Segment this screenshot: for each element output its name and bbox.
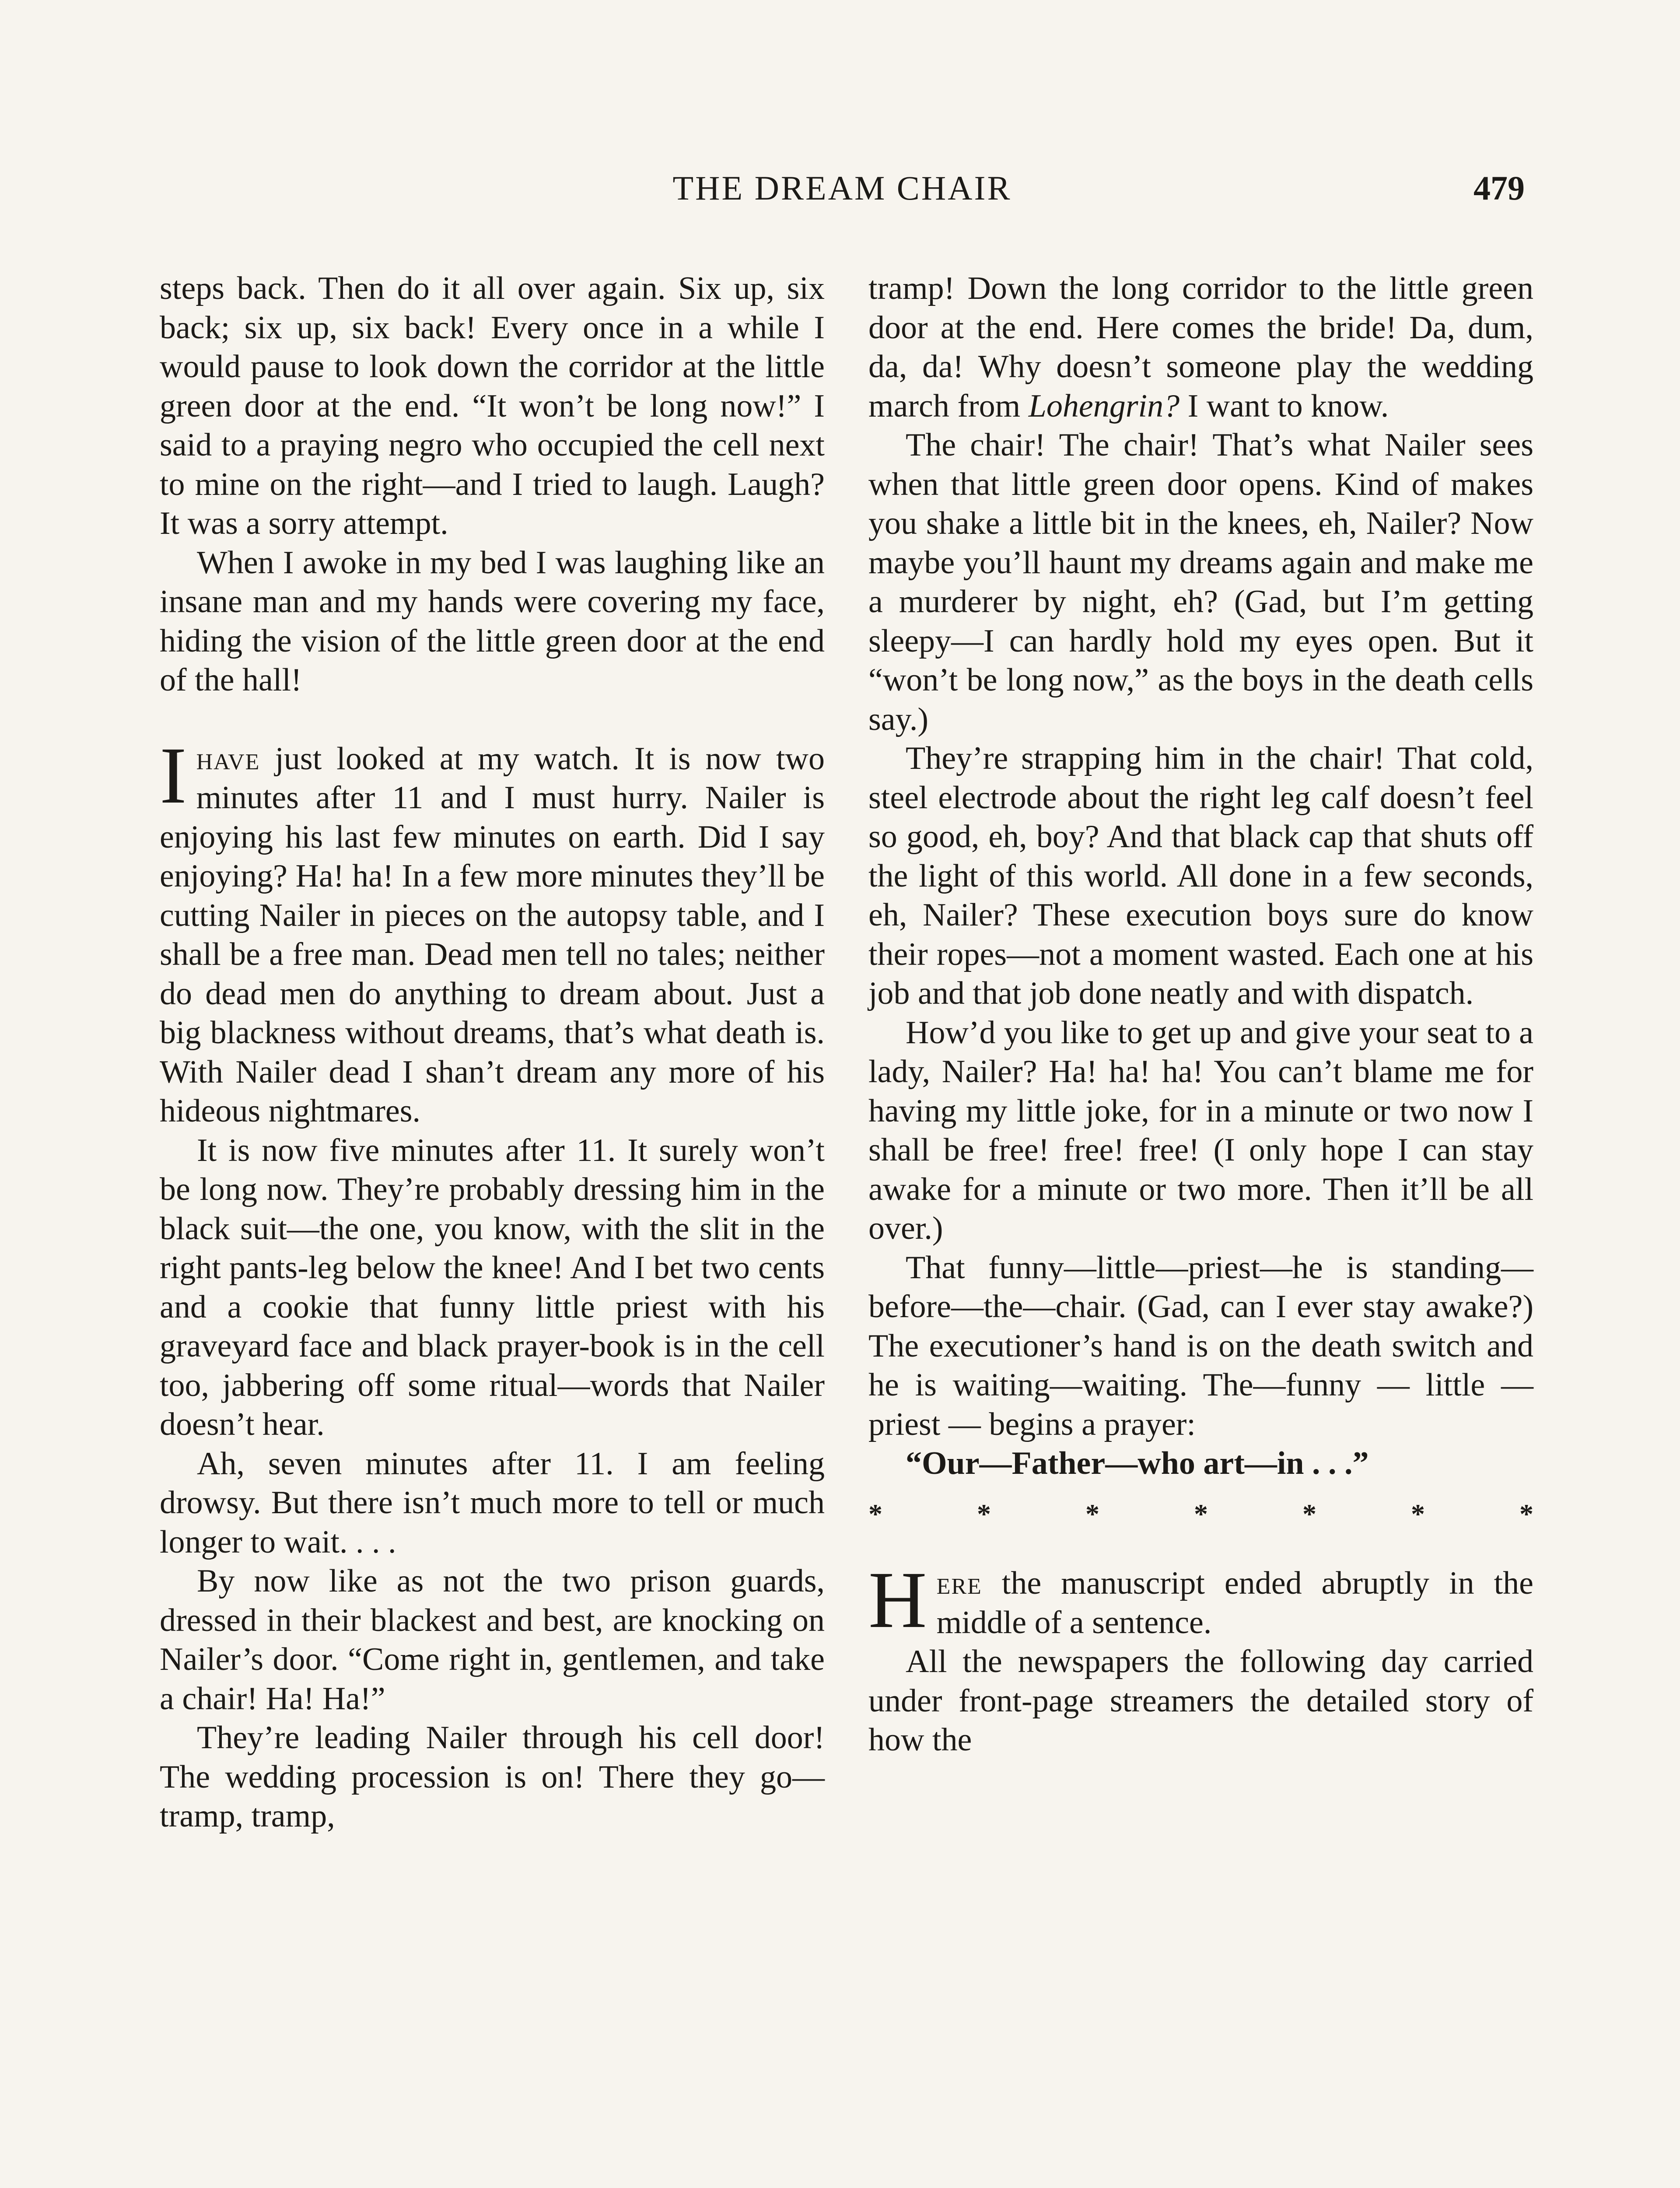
star: * <box>1194 1498 1208 1529</box>
section-opening-paragraph <box>160 730 825 1131</box>
drop-cap: I <box>160 730 187 820</box>
paragraph: How’d you like to get up and give your seat to a lady, Nailer? Ha! ha! ha! You can’t blame me for having my little joke, for in a minute or two now I shall be free! free! free! (I only hope I can stay awake for a minute or two more. Then it’ll be all over.) <box>868 1014 1533 1246</box>
paragraph: They’re leading Nailer through his cell door! The wedding procession is on! There they go—tramp, tramp, <box>160 1720 825 1834</box>
asterism-divider <box>868 1483 1533 1564</box>
paragraph: All the newspapers the following day carried under front-page streamers the detailed story of how the <box>868 1644 1533 1758</box>
paragraph-text: tramp! Down the long corridor to the little green door at the end. Here comes the bride! Da, dum, da, da! Why doesn’t someone play the wedding march from <box>868 270 1533 424</box>
paragraph: Ah, seven minutes after 11. I am feeling drowsy. But there isn’t much more to tell or much longer to wait. . . . <box>160 1445 825 1560</box>
paragraph: That funny—little—priest—he is standing—before—the—chair. (Gad, can I ever stay awake?) The executioner’s hand is on the death switch and he is waiting—waiting. The—funny — little — priest — begins a prayer: <box>868 1249 1533 1442</box>
page-number: 479 <box>1474 169 1525 207</box>
paragraph: By now like as not the two prison guards, dressed in their blackest and best, are knocking on Nailer’s door. “Come right in, gentlemen, and take a chair! Ha! Ha!” <box>160 1563 825 1717</box>
paragraph-text: the manuscript ended abruptly in the middle of a sentence. <box>936 1565 1533 1641</box>
star: * <box>868 1498 882 1529</box>
right-column <box>868 269 1533 1760</box>
small-caps-lead: have <box>196 740 260 777</box>
star: * <box>1302 1498 1316 1529</box>
paragraph-text: I want to know. <box>1180 388 1389 424</box>
paragraph <box>868 269 1533 426</box>
prayer-line: “Our—Father—who art—in . . .” <box>906 1445 1369 1481</box>
star: * <box>1085 1498 1099 1529</box>
paragraph: The chair! The chair! That’s what Nailer sees when that little green door opens. Kind of makes you shake a little bit in the knees, eh, Nailer? Now maybe you’ll haunt my dreams again and make me a murderer by night, eh? (Gad, but I’m getting sleepy—I can hardly hold my eyes open. But it “won’t be long now,” as the boys in the death cells say.) <box>868 427 1533 737</box>
left-column <box>160 269 825 1836</box>
paragraph: It is now five minutes after 11. It surely won’t be long now. They’re probably dressing him in the black suit—the one, you know, with the slit in the right pants-leg below the knee! And I bet two cents and a cookie that funny little priest with his graveyard face and black prayer-book is in the cell too, jabbering off some ritual—words that Nailer doesn’t hear. <box>160 1132 825 1442</box>
star: * <box>1519 1498 1533 1529</box>
opera-title: Lohengrin? <box>1028 388 1180 424</box>
paragraph-text: just looked at my watch. It is now two minutes after 11 and I must hurry. Nailer is enjoying his last few minutes on earth. Did I say enjoying? Ha! ha! In a few more minutes they’ll be cutting Nailer in pieces on the autopsy table, and I shall be a free man. Dead men tell no tales; neither do dead men do anything to dream about. Just a big blackness without dreams, that’s what death is. With Nailer dead I shan’t dream any more of his hideous nightmares. <box>160 740 825 1129</box>
running-title: THE DREAM CHAIR <box>672 169 1012 207</box>
paragraph: They’re strapping him in the chair! That cold, steel electrode about the right leg calf doesn’t feel so good, eh, boy? And that black cap that shuts off the light of this world. All done in a few seconds, eh, Nailer? These execution boys sure do know their ropes—not a moment wasted. Each one at his job and that job done neatly and with dispatch. <box>868 740 1533 1011</box>
running-head <box>160 168 1525 221</box>
drop-cap: H <box>868 1555 927 1645</box>
star: * <box>977 1498 991 1529</box>
section-break <box>160 700 825 740</box>
paragraph: steps back. Then do it all over again. Six up, six back; six up, six back! Every once in a while I would pause to look down the corridor at the little green door at the end. “It won’t be long now!” I said to a praying negro who occupied the cell next to mine on the right—and I tried to laugh. Laugh? It was a sorry attempt. <box>160 270 825 541</box>
small-caps-lead: ere <box>936 1565 982 1601</box>
paragraph: When I awoke in my bed I was laughing like an insane man and my hands were covering my face, hiding the vision of the little green door at the end of the hall! <box>160 544 825 698</box>
section-opening-paragraph <box>868 1555 1533 1645</box>
star: * <box>1411 1498 1425 1529</box>
